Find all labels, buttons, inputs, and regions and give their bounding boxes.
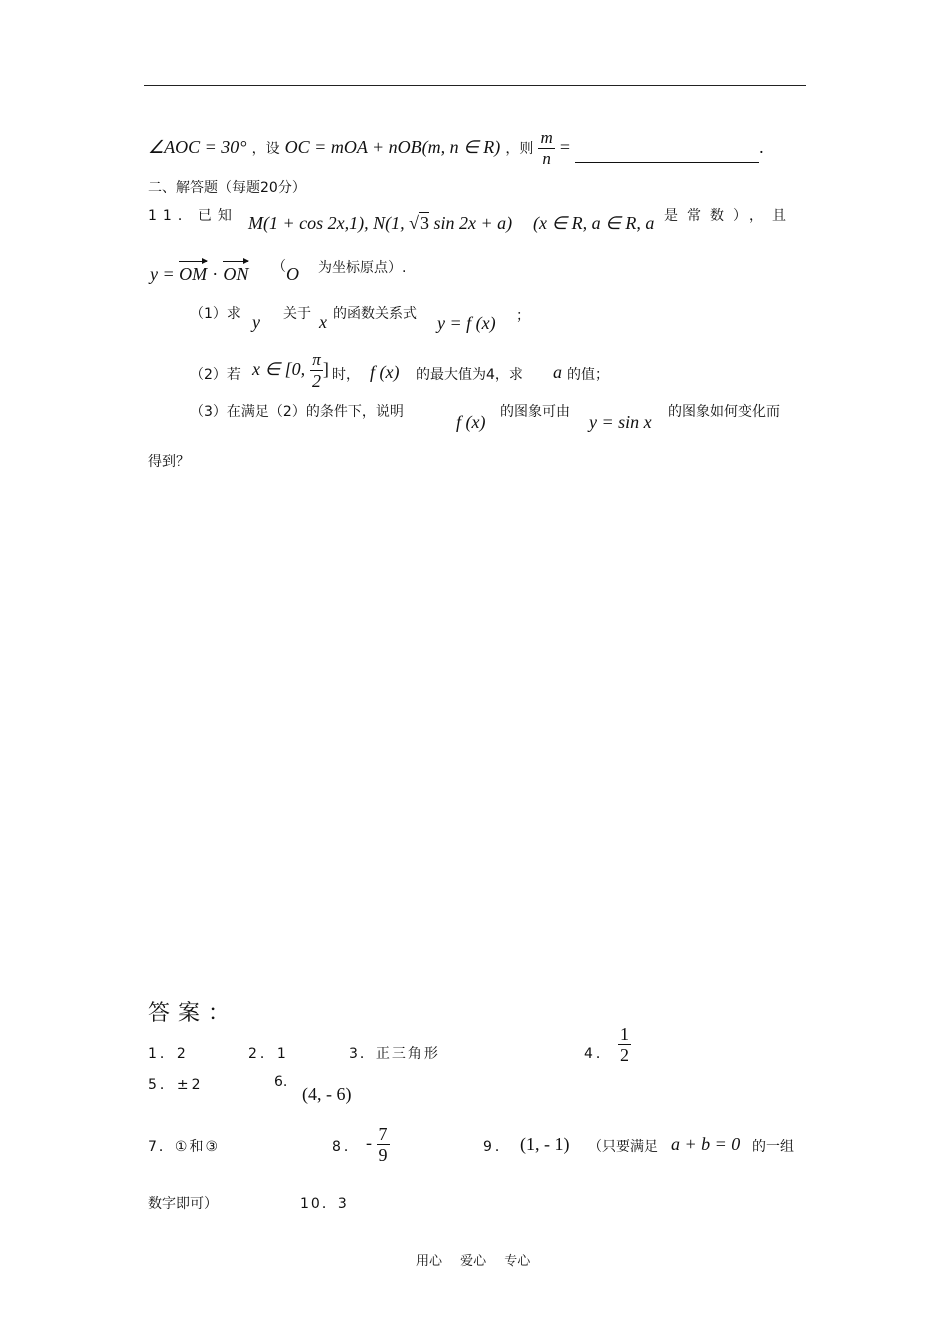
p2-f: f (x) bbox=[370, 362, 400, 382]
answer-8-value bbox=[366, 1124, 390, 1165]
q10-mid-text: ，设 bbox=[251, 141, 280, 157]
p3-tail: 的图象如何变化而 bbox=[668, 404, 780, 420]
p2-frac-num: π bbox=[312, 350, 321, 369]
page-footer: 用心 爱心 专心 bbox=[416, 1254, 531, 1269]
p1-text: 的函数关系式 bbox=[333, 306, 417, 322]
q10-end: . bbox=[759, 137, 764, 157]
p2-interval bbox=[252, 350, 329, 391]
q11-origin-text: 为坐标原点）. bbox=[318, 260, 407, 276]
p1-x: x bbox=[319, 312, 327, 332]
p3-label: （3）在满足（2）的条件下，说明 bbox=[190, 404, 404, 420]
answer-9-continuation: 数字即可） bbox=[148, 1196, 218, 1212]
section-heading: 二、解答题（每题20分） bbox=[148, 180, 306, 196]
q10-fraction bbox=[538, 128, 554, 169]
p1-about: 关于 bbox=[283, 306, 311, 322]
answer-8-num: 7 bbox=[378, 1124, 388, 1144]
q11-sqrt-value: 3 bbox=[420, 213, 430, 233]
answer-9-expr: a + b = 0 bbox=[671, 1134, 741, 1154]
p2-fraction bbox=[310, 350, 323, 391]
answer-6-label: 6. bbox=[274, 1074, 288, 1090]
q10-angle: ∠AOC = 30° bbox=[148, 137, 247, 157]
answer-10: 10．3 bbox=[300, 1196, 349, 1212]
p3-continuation: 得到？ bbox=[148, 454, 190, 470]
q11-origin-open: （ bbox=[272, 259, 286, 275]
q10-then-text: ，则 bbox=[505, 141, 534, 157]
q10-line bbox=[148, 128, 764, 169]
answer-6-value: (4, - 6) bbox=[302, 1084, 352, 1104]
p1-y: y bbox=[252, 312, 260, 332]
answer-1: 1．2 bbox=[148, 1046, 189, 1062]
q11-origin-symbol: O bbox=[286, 264, 299, 284]
answer-9-label: 9． bbox=[483, 1139, 512, 1155]
answer-8-fraction bbox=[377, 1124, 390, 1165]
q10-frac-den: n bbox=[542, 149, 551, 168]
answer-8-label: 8． bbox=[332, 1139, 361, 1155]
q10-equals: = bbox=[559, 137, 571, 157]
p2-time: 时， bbox=[332, 367, 360, 383]
q11-points-expr: M(1 + cos 2x,1), N(1, bbox=[248, 213, 410, 233]
answer-9-tail: 的一组 bbox=[752, 1139, 794, 1155]
answer-5: 5．±2 bbox=[148, 1077, 204, 1093]
dot-operator: · bbox=[212, 264, 219, 284]
p2-frac-den: 2 bbox=[312, 371, 322, 391]
p2-expr: x ∈ [0, bbox=[252, 359, 306, 379]
answer-9-text: （只要满足 bbox=[588, 1139, 658, 1155]
answer-4-den: 2 bbox=[620, 1045, 629, 1065]
vector-om: OM bbox=[179, 264, 208, 284]
answer-2: 2．1 bbox=[248, 1046, 289, 1062]
q11-condition: (x ∈ R, a ∈ R, a bbox=[533, 213, 655, 233]
answer-8-sign: - bbox=[366, 1132, 372, 1153]
q11-condition-tail: 是常数），且 bbox=[664, 208, 795, 224]
answer-4-value bbox=[618, 1024, 631, 1065]
q10-expr: OC = mOA + nOB(m, n ∈ R) bbox=[284, 137, 501, 157]
q10-frac-num: m bbox=[540, 128, 553, 147]
p3-expr: y = sin x bbox=[589, 412, 652, 432]
p2-label: （2）若 bbox=[190, 367, 241, 383]
p1-expr: y = f (x) bbox=[437, 313, 496, 333]
p3-mid: 的图象可由 bbox=[500, 404, 570, 420]
q11-y-eq: y = bbox=[150, 264, 180, 284]
answer-4-num: 1 bbox=[620, 1024, 629, 1044]
answers-title: 答案： bbox=[148, 1001, 239, 1026]
q11-label: 11．已知 bbox=[148, 208, 238, 224]
q11-points bbox=[248, 213, 512, 234]
q11-points-tail: sin 2x + a) bbox=[429, 213, 513, 233]
answer-4-fraction bbox=[618, 1024, 631, 1065]
p1-label: （1）求 bbox=[190, 306, 241, 322]
p1-end: ； bbox=[516, 308, 530, 324]
header-rule bbox=[144, 85, 806, 86]
p2-close: ] bbox=[322, 359, 329, 379]
sqrt-sign: √ bbox=[409, 213, 420, 233]
answer-3: 3．正三角形 bbox=[349, 1046, 440, 1062]
q11-vector-line bbox=[150, 264, 248, 285]
answer-9-value: (1, - 1) bbox=[520, 1134, 570, 1154]
answer-7: 7．①和③ bbox=[148, 1139, 221, 1155]
answer-8-den: 9 bbox=[378, 1145, 388, 1165]
p3-f: f (x) bbox=[456, 412, 486, 432]
p2-a: a bbox=[553, 362, 562, 382]
vector-on: ON bbox=[223, 264, 249, 284]
p2-text: 的最大值为4，求 bbox=[416, 367, 523, 383]
answer-4-label: 4． bbox=[584, 1046, 613, 1062]
p2-end: 的值； bbox=[567, 367, 609, 383]
q10-answer-blank bbox=[575, 162, 759, 163]
